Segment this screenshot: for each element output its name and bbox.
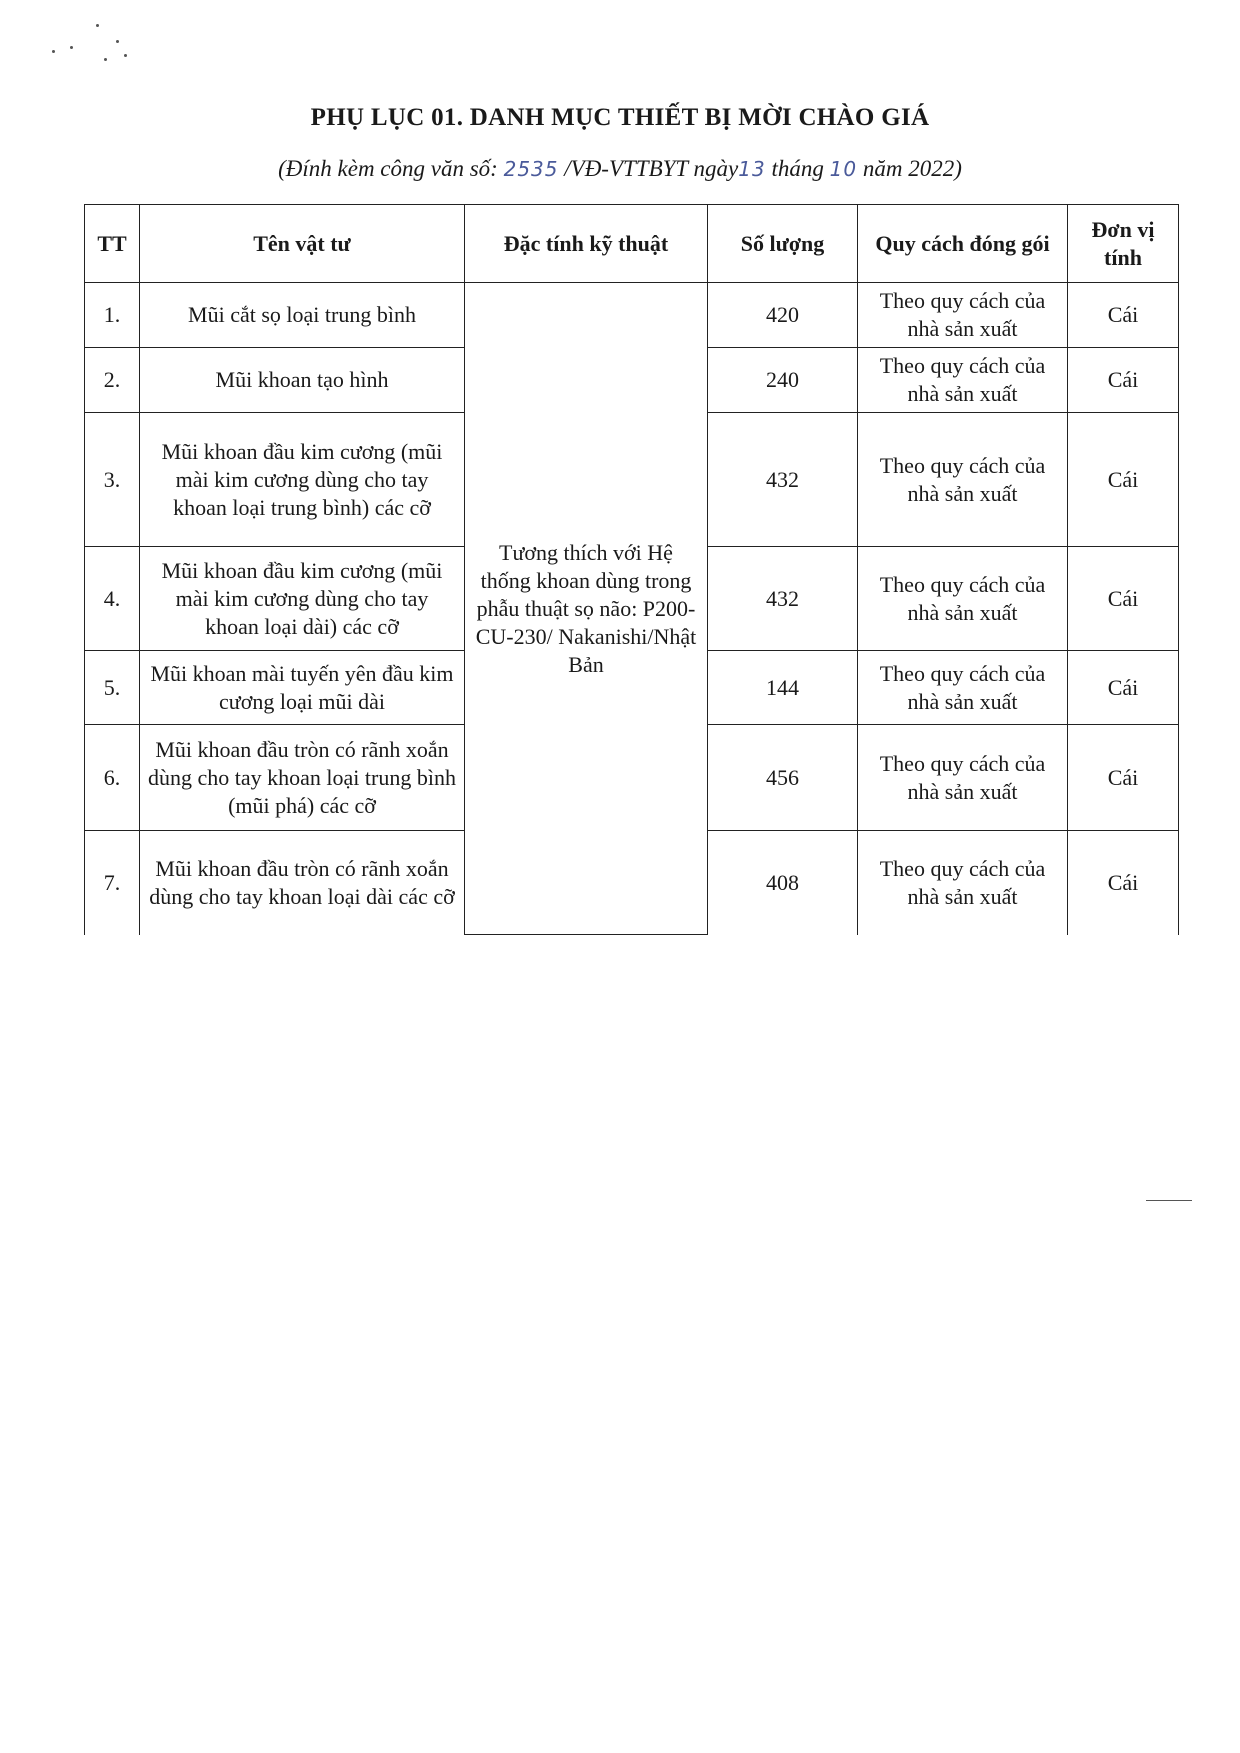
row-packing: Theo quy cách của nhà sản xuất: [858, 283, 1068, 348]
subtitle-prefix: (Đính kèm công văn số:: [278, 156, 504, 181]
scan-speck: [96, 24, 99, 27]
table-row: [85, 283, 1179, 348]
row-tt: 7.: [85, 831, 140, 935]
table-header-row: [85, 205, 1179, 283]
row-packing: Theo quy cách của nhà sản xuất: [858, 651, 1068, 725]
row-unit: Cái: [1068, 413, 1179, 547]
equipment-table: [84, 204, 1179, 935]
row-qty: 432: [708, 413, 858, 547]
header-packing: Quy cách đóng gói: [858, 205, 1068, 283]
row-unit: Cái: [1068, 547, 1179, 651]
page-title: PHỤ LỤC 01. DANH MỤC THIẾT BỊ MỜI CHÀO GIÁ: [310, 104, 930, 131]
row-unit: Cái: [1068, 283, 1179, 348]
row-name: Mũi khoan đầu kim cương (mũi mài kim cương dùng cho tay khoan loại trung bình) các cỡ: [140, 413, 465, 547]
scan-speck: [70, 46, 73, 49]
row-packing: Theo quy cách của nhà sản xuất: [858, 725, 1068, 831]
row-qty: 456: [708, 725, 858, 831]
row-name: Mũi cắt sọ loại trung bình: [140, 283, 465, 348]
scan-speck: [124, 54, 127, 57]
scan-speck: [52, 50, 55, 53]
row-name: Mũi khoan tạo hình: [140, 348, 465, 413]
scan-speck: [104, 58, 107, 61]
header-qty: Số lượng: [708, 205, 858, 283]
header-spec: Đặc tính kỹ thuật: [465, 205, 708, 283]
row-packing: Theo quy cách của nhà sản xuất: [858, 348, 1068, 413]
row-packing: Theo quy cách của nhà sản xuất: [858, 413, 1068, 547]
scan-line: [1146, 1200, 1192, 1201]
scan-speck: [116, 40, 119, 43]
row-tt: 5.: [85, 651, 140, 725]
row-qty: 408: [708, 831, 858, 935]
header-name: Tên vật tư: [140, 205, 465, 283]
row-tt: 3.: [85, 413, 140, 547]
subtitle-suffix: năm 2022): [857, 156, 962, 181]
row-unit: Cái: [1068, 725, 1179, 831]
doc-number-handwritten: 2535: [503, 157, 559, 181]
header-tt: TT: [85, 205, 140, 283]
row-tt: 6.: [85, 725, 140, 831]
row-qty: 240: [708, 348, 858, 413]
month-handwritten: 10: [829, 157, 858, 181]
row-unit: Cái: [1068, 348, 1179, 413]
row-name: Mũi khoan đầu tròn có rãnh xoắn dùng cho tay khoan loại trung bình (mũi phá) các cỡ: [140, 725, 465, 831]
row-tt: 2.: [85, 348, 140, 413]
row-qty: 432: [708, 547, 858, 651]
month-label: tháng: [765, 156, 830, 181]
row-packing: Theo quy cách của nhà sản xuất: [858, 831, 1068, 935]
row-qty: 144: [708, 651, 858, 725]
row-tt: 4.: [85, 547, 140, 651]
page-subtitle: [0, 156, 1240, 182]
row-qty: 420: [708, 283, 858, 348]
row-unit: Cái: [1068, 831, 1179, 935]
day-handwritten: 13: [738, 157, 766, 181]
row-packing: Theo quy cách của nhà sản xuất: [858, 547, 1068, 651]
shared-spec-cell: Tương thích với Hệ thống khoan dùng trong phẫu thuật sọ não: P200-CU-230/ Nakanishi/Nhật Bản: [465, 283, 708, 935]
row-tt: 1.: [85, 283, 140, 348]
row-name: Mũi khoan đầu tròn có rãnh xoắn dùng cho tay khoan loại dài các cỡ: [140, 831, 465, 935]
row-name: Mũi khoan mài tuyến yên đầu kim cương loại mũi dài: [140, 651, 465, 725]
subtitle-mid: /VĐ-VTTBYT ngày: [558, 156, 739, 181]
header-unit: Đơn vị tính: [1068, 205, 1179, 283]
row-unit: Cái: [1068, 651, 1179, 725]
row-name: Mũi khoan đầu kim cương (mũi mài kim cương dùng cho tay khoan loại dài) các cỡ: [140, 547, 465, 651]
